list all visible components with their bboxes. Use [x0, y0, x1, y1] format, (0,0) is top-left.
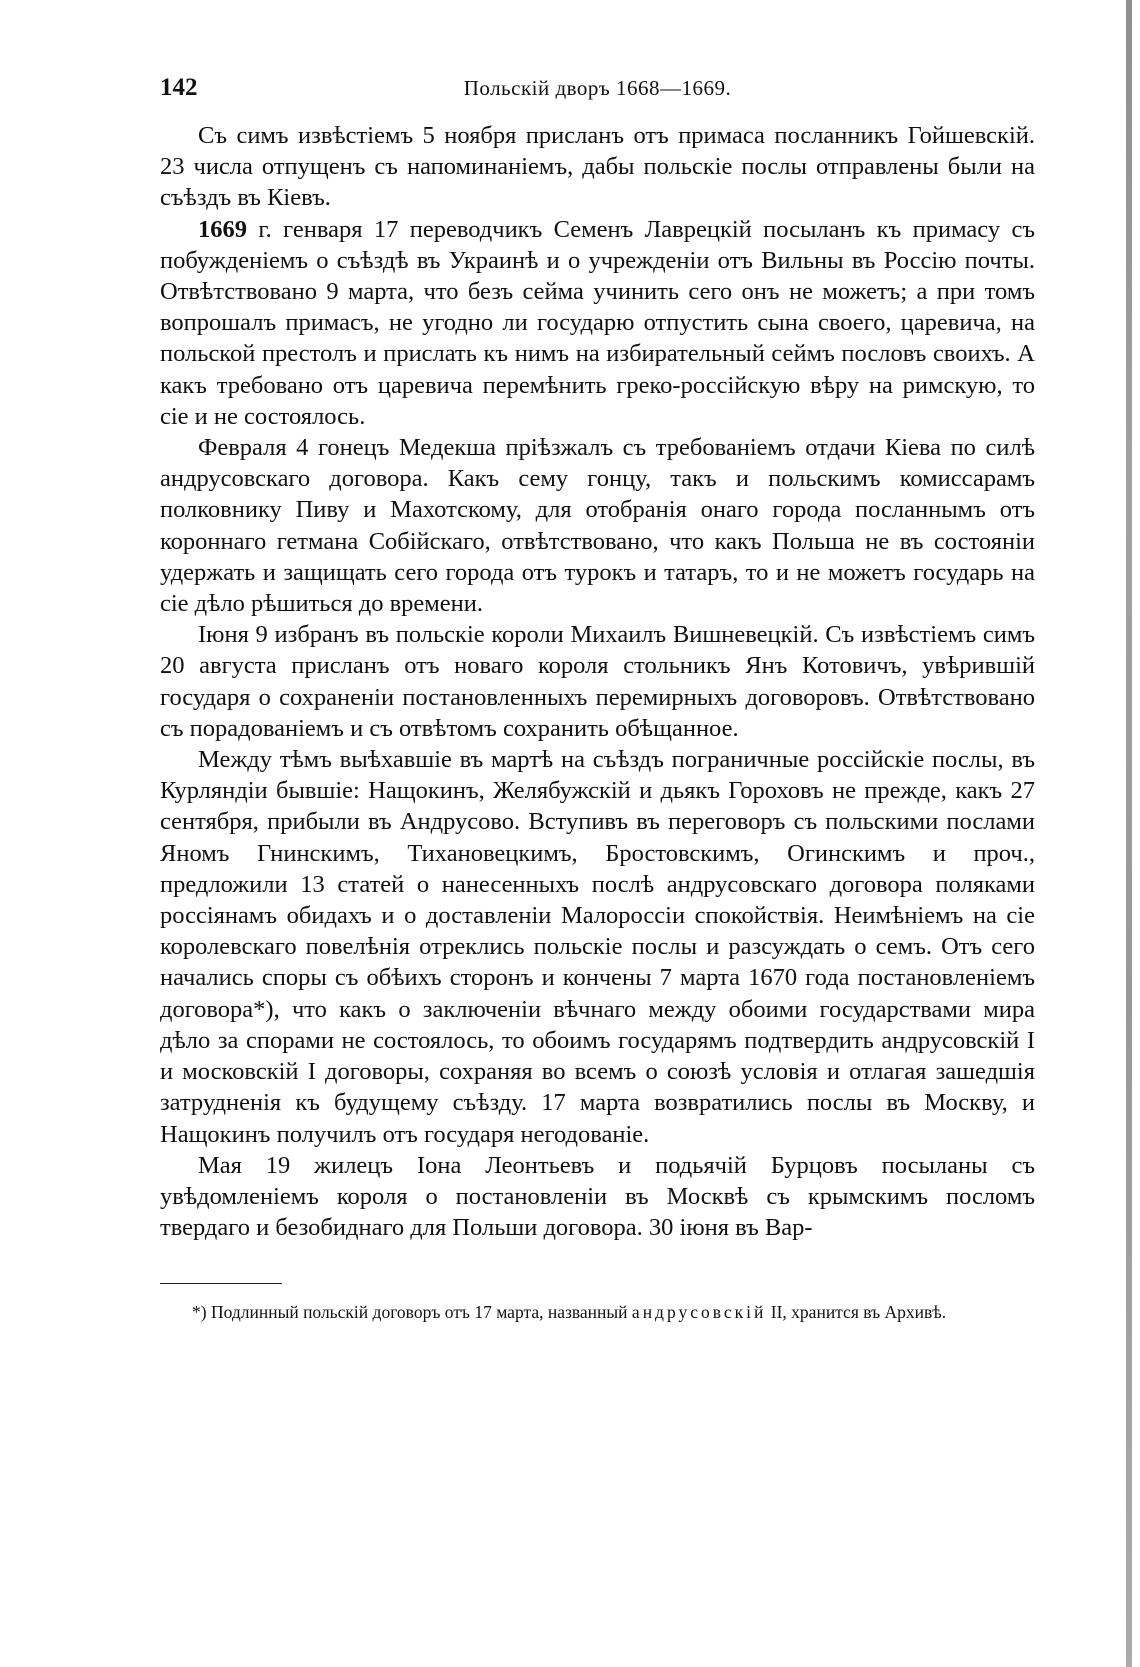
paragraph-3: Февраля 4 гонецъ Медекша пріѣзжалъ съ требованіемъ отдачи Кіева по силѣ андрусовскаго договора. Какъ сему гонцу, такъ и польскимъ комиссарамъ полковнику Пиву и Махотскому, для отобранія онаго города посланнымъ отъ короннаго гетмана Собійскаго, отвѣтствовано, что какъ Польша не въ состояніи удержать и защищать сего города отъ турокъ и татаръ, то и не можетъ государь на сіе дѣло рѣшиться до времени. — [160, 434, 1035, 618]
scan-edge-shadow — [1126, 0, 1132, 1667]
running-head — [160, 70, 1035, 110]
paragraph-2 — [160, 214, 1035, 432]
footnote-spaced-word: андрусовскій — [631, 1302, 767, 1323]
footnote — [160, 1298, 1035, 1326]
running-title: Польскій дворъ 1668—1669. — [463, 76, 732, 100]
page-number: 142 — [160, 74, 198, 101]
footnote-text-before: *) Подлинный польскій договоръ отъ 17 марта, названный — [192, 1302, 628, 1323]
book-page — [160, 70, 1035, 1326]
paragraph-5: Между тѣмъ выѣхавшіе въ мартѣ на съѣздъ пограничные россійскіе послы, въ Курляндіи бывшіе: Нащокинъ, Желябужскій и дьякъ Гороховъ не прежде, какъ 27 сентября, прибыли въ Андрусово. Вступивъ въ переговоръ съ польскими послами Яномъ Гнинскимъ, Тихановецкимъ, Бростовскимъ, Огинскимъ и проч., предложили 13 статей о нанесенныхъ послѣ андрусовскаго договора поляками россіянамъ обидахъ и о доставленіи Малороссіи спокойствія. Неимѣніемъ на сіе королевскаго повелѣнія отреклись польскіе послы и разсуждать о семъ. Отъ сего начались споры съ обѣихъ сторонъ и кончены 7 марта 1670 года постановленіемъ договора*), что какъ о заключеніи вѣчнаго между обоими государствами мира дѣло за спорами не состоялось, то обоимъ государямъ подтвердить андрусовскій I и московскій I договоры, сохраняя во всемъ о союзѣ условія и отлагая зашедшія затрудненія къ будущему съѣзду. 17 марта возвратились послы въ Москву, и Нащокинъ получилъ отъ государя негодованіе. — [160, 746, 1035, 1148]
footnote-divider — [160, 1283, 282, 1284]
paragraph-6: Мая 19 жилецъ Іона Леонтьевъ и подьячій Бурцовъ посыланы съ увѣдомленіемъ короля о постановленіи въ Москвѣ съ крымскимъ посломъ твердаго и безобиднаго для Польши договора. 30 іюня въ Вар- — [160, 1151, 1035, 1242]
paragraph-2-text: г. генваря 17 переводчикъ Семенъ Лаврецкій посыланъ къ примасу съ побужденіемъ о съѣздѣ въ Украинѣ и о учрежденіи отъ Вильны въ Россію почты. Отвѣтствовано 9 марта, что безъ сейма учинить сего онъ не можетъ; а при томъ вопрошалъ примасъ, не угодно ли государю отпустить сына своего, царевича, на польской престолъ и прислать къ нимъ на избирательный сеймъ пословъ своихъ. А какъ требовано отъ царевича перемѣнить греко-россійскую вѣру на римскую, то сіе и не состоялось. — [160, 215, 1035, 430]
paragraph-4: Іюня 9 избранъ въ польскіе короли Михаилъ Вишневецкій. Съ извѣстіемъ симъ 20 августа присланъ отъ новаго короля стольникъ Янъ Котовичъ, увѣрившій государя о сохраненіи постановленныхъ перемирныхъ договоровъ. Отвѣтствовано съ порадованіемъ и съ отвѣтомъ сохранить обѣщанное. — [160, 621, 1035, 742]
year-lead: 1669 — [198, 215, 247, 243]
footnote-text-after: II, хранится въ Архивѣ. — [770, 1302, 947, 1323]
paragraph-1: Съ симъ извѣстіемъ 5 ноября присланъ отъ примаса посланникъ Гойшевскій. 23 числа отпущенъ съ напоминаніемъ, дабы польскіе послы отправлены были на съѣздъ въ Кіевъ. — [160, 122, 1035, 212]
